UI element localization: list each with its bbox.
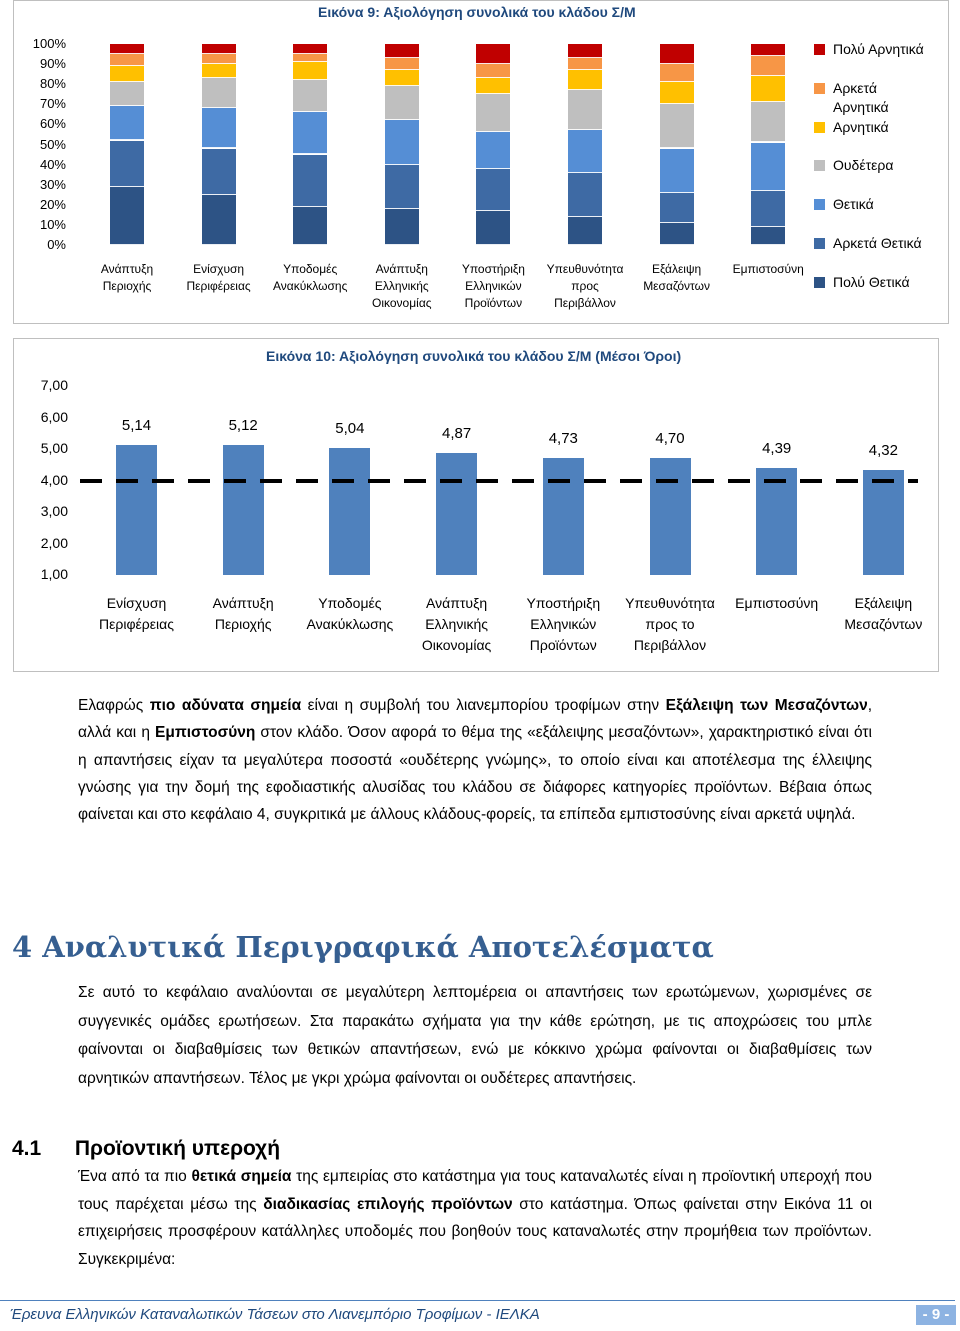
y-tick-label: 20% [39, 196, 66, 212]
stack-segment [385, 86, 419, 120]
bold-run: πιο αδύνατα σημεία [149, 697, 302, 714]
text-run: Ελαφρώς [78, 697, 150, 714]
x-category-line: Περιβάλλον [554, 296, 616, 310]
mean-bar [756, 468, 797, 575]
stack-segment [110, 54, 144, 66]
reference-dashed-line [80, 479, 918, 483]
legend-item [814, 79, 906, 117]
paragraph-product-superiority [78, 1163, 872, 1274]
paragraph-weak-points [78, 692, 872, 828]
footer-rule [0, 1300, 955, 1301]
stack-segment [568, 217, 602, 245]
x-category-label [77, 261, 177, 295]
x-category-line: Ανάπτυξη [375, 262, 428, 276]
x-category-label [401, 593, 513, 656]
mean-bar [223, 445, 264, 575]
mean-bar [650, 458, 691, 575]
legend-swatch [814, 122, 825, 133]
x-category-line: Μεσαζόντων [643, 279, 710, 293]
legend-label: Αρκετά Αρνητικά [833, 80, 889, 115]
stack-segment [476, 169, 510, 211]
stack-segment [568, 130, 602, 172]
x-category-line: Εμπιστοσύνη [735, 595, 819, 611]
x-category-label [169, 261, 269, 295]
legend-item [814, 156, 893, 175]
mean-bar [863, 470, 904, 575]
stack-segment [660, 64, 694, 82]
legend-item [814, 234, 922, 253]
stack-segment [202, 108, 236, 148]
x-category-line: Υπευθυνότητα [546, 262, 624, 276]
legend-item [814, 195, 874, 214]
x-category-label [81, 593, 193, 635]
stack-segment [568, 58, 602, 70]
x-category-line: Ενίσχυση [193, 262, 245, 276]
x-category-line: Ελληνικής [374, 279, 429, 293]
stack-segment [660, 104, 694, 148]
stack-segment [568, 44, 602, 58]
mean-bar [116, 445, 157, 575]
x-category-label [294, 593, 406, 635]
stack-segment [751, 56, 785, 76]
x-category-line: προς [571, 279, 599, 293]
legend-item [814, 40, 924, 59]
x-category-line: Περιφέρειας [186, 279, 251, 293]
legend-label: Ουδέτερα [833, 157, 894, 173]
y-tick-label: 50% [39, 136, 66, 152]
value-label: 4,73 [548, 429, 578, 447]
x-category-line: Ανακύκλωσης [273, 279, 348, 293]
bold-run: διαδικασίας επιλογής προϊόντων [263, 1195, 513, 1213]
legend-swatch [814, 83, 825, 94]
stack-segment [293, 44, 327, 54]
x-category-line: Ενίσχυση [106, 595, 167, 611]
stack-segment [660, 149, 694, 193]
text-run: στον κλάδο. Όσον αφορά το θέμα της «εξάλειψης μεσαζόντων», χαρακτηριστικό είναι ότι η απαντήσεις είχαν τα μεγαλύτερα ποσοστά «ουδέτερης γνώμης», το οποίο είναι και αποτέλεσμα της έλλειψης γνώσης για την δομή της εφοδιαστικής αλυσίδας του κλάδου σε διάφορες κατηγορίες προϊόντων. Βέβαια όπως φαίνεται και στο κεφάλαιο 4, συγκριτικά με άλλους κλάδους-φορείς, τα επίπεδα εμπιστοσύνης είναι αρκετά υψηλά. [78, 724, 872, 824]
y-tick-label: 70% [39, 96, 66, 112]
x-category-line: Προϊόντων [529, 637, 597, 653]
legend-swatch [814, 199, 825, 210]
legend-item [814, 273, 910, 292]
stack-segment [660, 193, 694, 223]
y-tick-label: 80% [39, 76, 66, 92]
x-category-label [627, 261, 727, 295]
y-tick-label: 30% [39, 176, 66, 192]
stack-segment [110, 187, 144, 245]
stack-segment [202, 44, 236, 54]
x-category-line: Οικονομίας [372, 296, 432, 310]
section-heading: 4 Αναλυτικά Περιγραφικά Αποτελέσματα [12, 930, 714, 964]
stack-segment [568, 173, 602, 217]
stack-segment [110, 141, 144, 187]
page-number: - 9 - [916, 1305, 956, 1325]
stack-segment [476, 211, 510, 245]
x-category-line: Υποδομές [283, 262, 338, 276]
x-category-line: Εξάλειψη [854, 595, 913, 611]
x-category-line: Περιβάλλον [633, 637, 707, 653]
legend-swatch [814, 160, 825, 171]
y-tick-label: 40% [39, 156, 66, 172]
stack-segment [476, 94, 510, 132]
value-label: 4,87 [441, 425, 472, 443]
stack-segment [293, 207, 327, 245]
stack-segment [660, 44, 694, 64]
text-run: στο κατάστημα. Όπως φαίνεται στην Εικόνα 11 οι επιχειρήσεις προσφέρουν κατάλληλες υποδομές που βοηθούν τους καταναλωτές στην προμήθεια των προϊόντων. Συγκεκριμένα: [78, 1195, 873, 1269]
x-category-line: προς το [645, 616, 695, 632]
x-category-label [718, 261, 818, 278]
legend-label: Αρκετά Θετικά [833, 235, 922, 251]
y-tick-label: 7,00 [40, 377, 68, 393]
y-tick-label: 60% [39, 116, 66, 132]
subsection-number: 4.1 [12, 1137, 42, 1160]
bold-run: θετικά σημεία [191, 1168, 292, 1185]
text-run: Ένα από τα πιο [78, 1168, 192, 1185]
stack-segment [293, 54, 327, 62]
y-tick-label: 4,00 [40, 471, 68, 488]
bold-run: Εμπιστοσύνη [155, 724, 256, 742]
x-category-line: Ανακύκλωσης [306, 616, 394, 632]
stack-segment [202, 54, 236, 64]
x-category-line: Ελληνικής [425, 616, 488, 632]
stack-segment [385, 209, 419, 245]
y-tick-label: 2,00 [40, 534, 68, 551]
stack-segment [385, 120, 419, 164]
x-category-line: Εξάλειψη [651, 262, 702, 276]
y-tick-label: 1,00 [40, 566, 68, 582]
x-category-label [721, 593, 833, 614]
legend-label: Θετικά [833, 196, 874, 212]
x-category-line: Περιφέρειας [99, 616, 174, 632]
subsection-heading [12, 1137, 280, 1161]
x-category-line: Ανάπτυξη [212, 595, 274, 611]
stack-segment [110, 82, 144, 106]
x-category-line: Ανάπτυξη [100, 262, 154, 276]
legend-label: Αρνητικά [833, 119, 889, 135]
x-category-label [827, 593, 939, 635]
chart1-title: Εικόνα 9: Αξιολόγηση συνολικά του κλάδου Σ/Μ [318, 4, 636, 20]
x-category-label [443, 261, 543, 312]
value-label: 5,14 [121, 416, 152, 434]
x-category-line: Υποδομές [318, 595, 382, 611]
stack-segment [293, 112, 327, 154]
x-category-label [614, 593, 726, 656]
x-category-line: Υποστήριξη [526, 595, 601, 611]
stack-segment [385, 165, 419, 209]
stack-segment [293, 62, 327, 80]
value-label: 4,70 [655, 430, 685, 448]
value-label: 4,39 [762, 440, 792, 458]
chart2-title: Εικόνα 10: Αξιολόγηση συνολικά του κλάδου Σ/Μ (Μέσοι Όροι) [266, 348, 682, 364]
stack-segment [751, 191, 785, 227]
legend-swatch [814, 238, 825, 249]
stack-segment [751, 76, 785, 102]
x-category-line: Ελληνικών [530, 616, 597, 632]
stack-segment [476, 132, 510, 168]
stack-segment [568, 90, 602, 130]
y-tick-label: 0% [47, 237, 66, 252]
y-tick-label: 10% [39, 216, 66, 232]
stack-segment [476, 64, 510, 78]
text-run: είναι η συμβολή του λιανεμπορίου τροφίμων στην [301, 697, 666, 714]
stack-segment [202, 195, 236, 245]
mean-bar [329, 448, 370, 575]
value-label: 5,12 [228, 417, 258, 435]
legend-swatch [814, 277, 825, 288]
value-label: 4,32 [868, 442, 898, 460]
paragraph-section-intro-text: Σε αυτό το κεφάλαιο αναλύονται σε μεγαλύτερη λεπτομέρεια οι απαντήσεις των ερωτώμενων, χωρισμένες σε συγγενικές ομάδες ερωτήσεων. Στα παρακάτω σχήματα για την κάθε ερώτηση, με τις αποχρώσεις του μπλε φαίνονται οι διαβαθμίσεις των θετικών απαντήσεων, ενώ με κόκκινο χρώμα φαίνονται οι διαβαθμίσεις των αρνητικών απαντήσεων. Τέλος με γκρι χρώμα φαίνονται οι ουδέτερες απαντήσεις. [78, 984, 872, 1087]
x-category-label [507, 593, 619, 656]
legend-item [814, 118, 889, 137]
x-category-label [352, 261, 452, 312]
legend-label: Πολύ Αρνητικά [833, 41, 924, 57]
stack-segment [202, 64, 236, 78]
y-tick-label: 3,00 [40, 503, 68, 519]
stack-segment [110, 106, 144, 140]
footer-title: Έρευνα Ελληνικών Καταναλωτικών Τάσεων στο Λιανεμπόριο Τροφίμων - ΙΕΛΚΑ [10, 1306, 540, 1323]
stack-segment [293, 155, 327, 207]
paragraph-section-intro [78, 979, 872, 1093]
text-run: της εμπειρίας στο κατάστημα για τους καταναλωτές είναι η προϊοντική υπεροχή που τους παρέχεται μέσω της [78, 1168, 872, 1213]
text-run: , αλλά και η [78, 697, 872, 742]
stack-segment [385, 70, 419, 86]
stack-segment [293, 80, 327, 112]
y-tick-label: 5,00 [40, 440, 68, 456]
mean-bar [436, 453, 477, 575]
value-label: 5,04 [335, 419, 365, 437]
stack-segment [476, 44, 510, 64]
stack-segment [110, 44, 144, 54]
x-category-line: Υποστήριξη [461, 262, 525, 276]
subsection-title: Προϊοντική υπεροχή [74, 1137, 281, 1160]
stack-segment [660, 82, 694, 104]
stack-segment [660, 223, 694, 245]
y-tick-label: 90% [39, 56, 66, 72]
stack-segment [476, 78, 510, 94]
legend-label: Πολύ Θετικά [833, 274, 910, 290]
stack-segment [385, 58, 419, 70]
stack-segment [751, 227, 785, 245]
x-category-line: Υπευθυνότητα [625, 595, 715, 611]
x-category-line: Εμπιστοσύνη [732, 262, 804, 276]
stack-segment [568, 70, 602, 90]
x-category-line: Ελληνικών [465, 279, 522, 293]
x-category-line: Μεσαζόντων [844, 616, 923, 632]
x-category-line: Περιοχής [102, 279, 152, 293]
x-category-line: Ανάπτυξη [426, 595, 488, 611]
stack-segment [385, 44, 419, 58]
stack-segment [202, 149, 236, 195]
legend-swatch [814, 44, 825, 55]
paragraph-weak-points-text [78, 692, 872, 828]
x-category-label [187, 593, 299, 635]
stack-segment [751, 102, 785, 142]
y-tick-label: 100% [32, 36, 66, 51]
paragraph-product-superiority-text [78, 1163, 872, 1274]
stack-segment [110, 66, 144, 82]
mean-bar [543, 458, 584, 576]
x-category-line: Προϊόντων [464, 296, 523, 310]
x-category-line: Περιοχής [214, 616, 272, 632]
x-category-line: Οικονομίας [421, 637, 492, 653]
y-tick-label: 6,00 [40, 408, 68, 425]
stack-segment [202, 78, 236, 108]
stack-segment [751, 143, 785, 191]
x-category-label [260, 261, 360, 295]
x-category-label [535, 261, 635, 312]
bold-run: Εξάλειψη των Μεσαζόντων [665, 697, 868, 714]
stack-segment [751, 44, 785, 56]
